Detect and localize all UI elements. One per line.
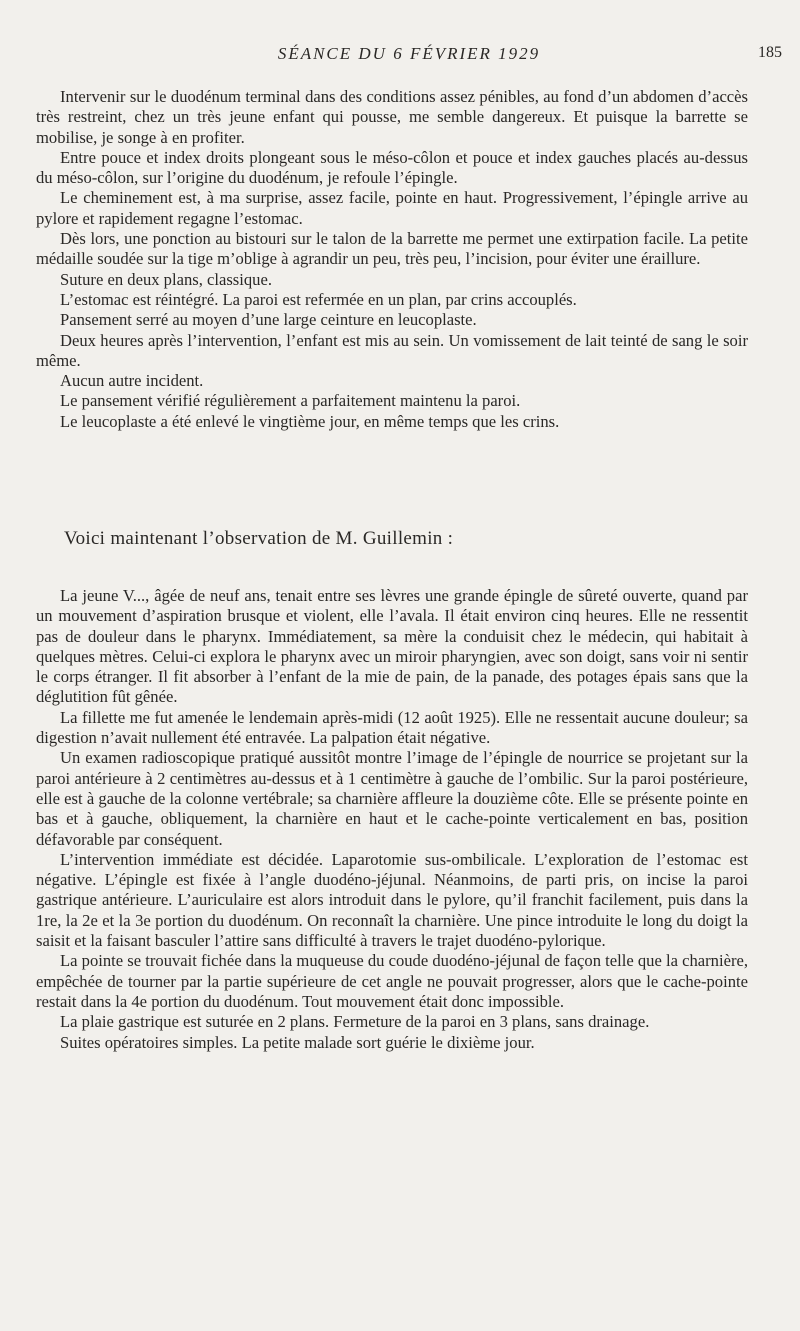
observation-guillemin	[36, 586, 748, 1053]
case-report-continuation	[36, 87, 748, 432]
paragraph: Le pansement vérifié régulièrement a parfaitement maintenu la paroi.	[60, 391, 521, 411]
paragraph: Suites opératoires simples. La petite malade sort guérie le dixième jour.	[60, 1032, 535, 1052]
paragraph: La plaie gastrique est suturée en 2 plans. Fermeture de la paroi en 3 plans, sans drainage.	[60, 1012, 650, 1032]
paragraph: Aucun autre incident.	[60, 371, 204, 391]
paragraph: L’estomac est réintégré. La paroi est refermée en un plan, par crins accouplés.	[60, 289, 577, 309]
paragraph: Un examen radioscopique pratiqué aussitôt montre l’image de l’épingle de nourrice se projetant sur la paroi antérieure à 2 centimètres au-dessus et à 1 centimètre à gauche de l’ombilic. Sur la paroi postérieure, elle est à gauche de la colonne vertébrale; sa charnière affleure la douzième côte. Elle se présente pointe en bas et à gauche, obliquement, la charnière en haut et le cache-pointe verticalement en bas, position défavorable par conséquent.	[36, 748, 748, 849]
running-title: SÉANCE DU 6 FÉVRIER 1929	[277, 44, 541, 63]
paragraph: Intervenir sur le duodénum terminal dans des conditions assez pénibles, au fond d’un abdomen d’accès très restreint, chez un très jeune enfant qui pousse, me semble dangereux. Et puisque la barrette se mobilise, je songe à en profiter.	[36, 87, 748, 147]
paragraph: Le leucoplaste a été enlevé le vingtième jour, en même temps que les crins.	[60, 411, 560, 431]
paragraph: Dès lors, une ponction au bistouri sur le talon de la barrette me permet une extirpation facile. La petite médaille soudée sur la tige m’oblige à agrandir un peu, très peu, l’incision, pour éviter une éraillure.	[36, 229, 748, 269]
paragraph: L’intervention immédiate est décidée. Laparotomie sus-ombilicale. L’exploration de l’estomac est négative. L’épingle est fixée à l’angle duodéno-jéjunal. Néanmoins, de parti pris, on incise la paroi gastrique antérieure. L’auriculaire est alors introduit dans le pylore, qu’il franchit facilement, puis dans la 1re, la 2e et la 3e portion du duodénum. On reconnaît la charnière. Une pince introduite le long du doigt la saisit et la faisant basculer l’attire sans difficulté à travers le trajet duodéno-pylorique.	[36, 849, 748, 951]
paragraph: La fillette me fut amenée le lendemain après-midi (12 août 1925). Elle ne ressentait aucune douleur; sa digestion n’avait nullement été entravée. La palpation était négative.	[36, 707, 748, 748]
paragraph: La pointe se trouvait fichée dans la muqueuse du coude duodéno-jéjunal de façon telle que la charnière, empêchée de tourner par la partie supérieure de cet angle ne pouvait progresser, alors que le cache-pointe restait dans la 4e portion du duodénum. Tout mouvement était donc impossible.	[36, 951, 748, 1011]
paragraph: Deux heures après l’intervention, l’enfant est mis au sein. Un vomissement de lait teinté de sang le soir même.	[36, 330, 748, 370]
page-number: 185	[758, 44, 782, 61]
section-heading: Voici maintenant l’observation de M. Guillemin :	[64, 528, 454, 549]
paragraph: Pansement serré au moyen d’une large ceinture en leucoplaste.	[60, 310, 477, 330]
running-head	[36, 44, 782, 66]
paragraph: Entre pouce et index droits plongeant sous le méso-côlon et pouce et index gauches placés au-dessus du méso-côlon, sur l’origine du duodénum, je refoule l’épingle.	[36, 147, 748, 188]
paragraph: Le cheminement est, à ma surprise, assez facile, pointe en haut. Progressivement, l’épingle arrive au pylore et rapidement regagne l’estomac.	[36, 188, 748, 228]
paragraph: Suture en deux plans, classique.	[60, 269, 272, 289]
paragraph: La jeune V..., âgée de neuf ans, tenait entre ses lèvres une grande épingle de sûreté ouverte, quand par un mouvement d’aspiration brusque et violent, elle l’avala. Il était environ cinq heures. Elle ne ressentit pas de douleur dans le pharynx. Immédiatement, sa mère la conduisit chez le médecin, qui habitait à quelques mètres. Celui-ci explora le pharynx avec un miroir pharyngien, avec son doigt, sans voir ni sentir le corps étranger. Il fit absorber à l’enfant de la mie de pain, de la panade, des potages épais sans que la déglutition fût gênée.	[36, 586, 748, 707]
